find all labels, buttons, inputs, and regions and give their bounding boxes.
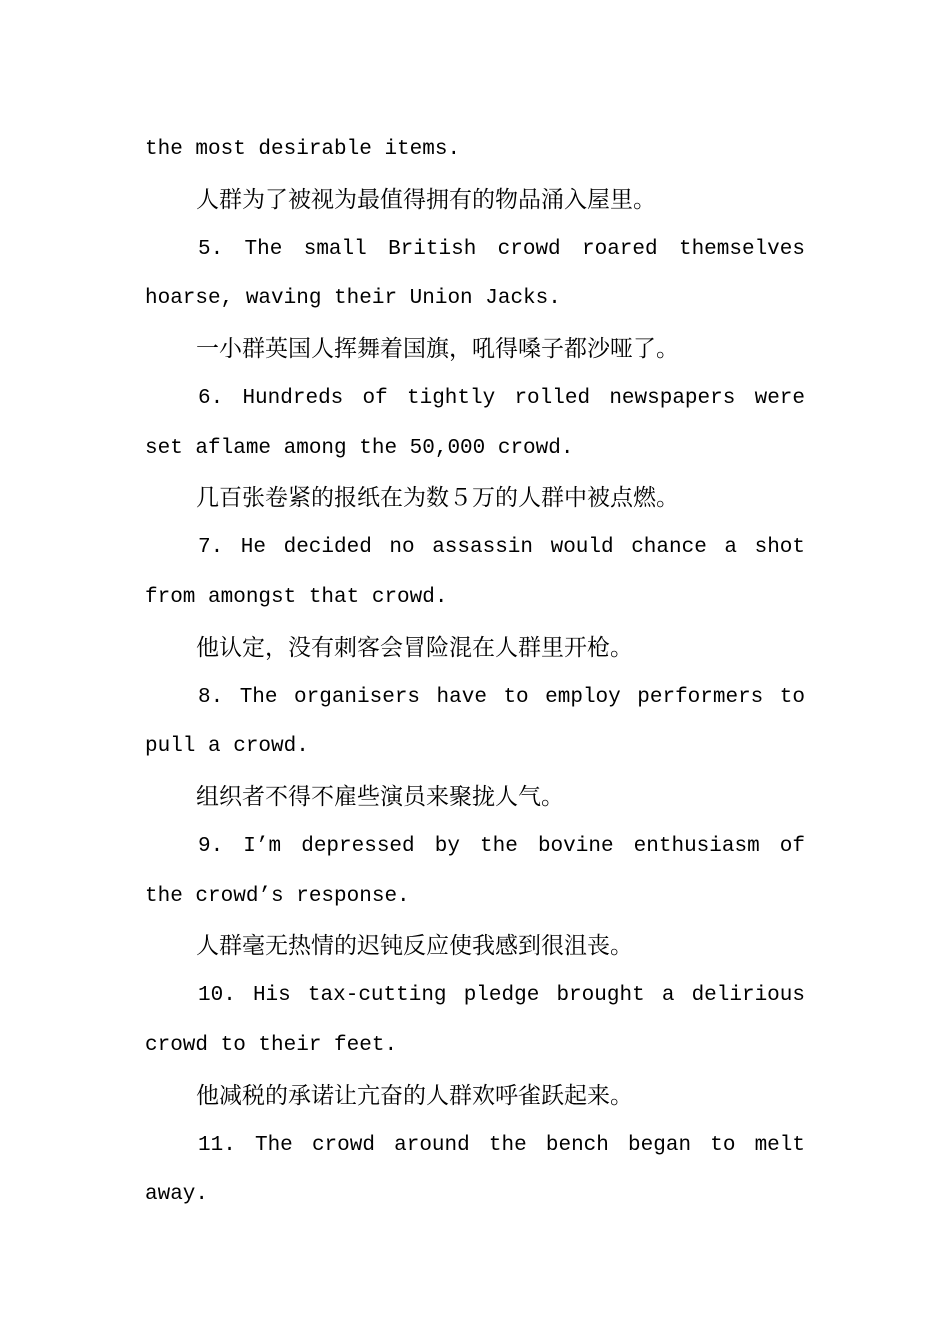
translation-line: 他减税的承诺让亢奋的人群欢呼雀跃起来。	[196, 1083, 633, 1109]
sentence-line-5: 5. The small British crowd roared themselves	[198, 238, 805, 261]
translation-line: 组织者不得不雇些演员来聚拢人气。	[196, 784, 564, 810]
translation-line: 一小群英国人挥舞着国旗，吼得嗓子都沙哑了。	[196, 336, 679, 362]
sentence-line-9: 9. I’m depressed by the bovine enthusiasm of	[198, 835, 805, 858]
text-line: hoarse, waving their Union Jacks.	[145, 287, 561, 310]
sentence-line-8: 8. The organisers have to employ performers to	[198, 686, 805, 709]
translation-line: 人群毫无热情的迟钝反应使我感到很沮丧。	[196, 933, 633, 959]
text-line: set aflame among the 50,000 crowd.	[145, 437, 574, 460]
sentence-line-7: 7. He decided no assassin would chance a shot	[198, 536, 805, 559]
translation-line: 人群为了被视为最值得拥有的物品涌入屋里。	[196, 187, 656, 213]
sentence-line-6: 6. Hundreds of tightly rolled newspapers were	[198, 387, 805, 410]
translation-line: 几百张卷紧的报纸在为数５万的人群中被点燃。	[196, 485, 679, 511]
text-line: the crowd’s response.	[145, 885, 410, 908]
translation-line: 他认定，没有刺客会冒险混在人群里开枪。	[196, 635, 633, 661]
text-line: from amongst that crowd.	[145, 586, 448, 609]
text-line: crowd to their feet.	[145, 1034, 398, 1057]
text-line: away.	[145, 1183, 209, 1206]
sentence-line-11: 11. The crowd around the bench began to melt	[198, 1134, 805, 1157]
text-line: the most desirable items.	[145, 138, 461, 161]
text-line: pull a crowd.	[145, 735, 309, 758]
sentence-line-10: 10. His tax-cutting pledge brought a delirious	[198, 984, 805, 1007]
